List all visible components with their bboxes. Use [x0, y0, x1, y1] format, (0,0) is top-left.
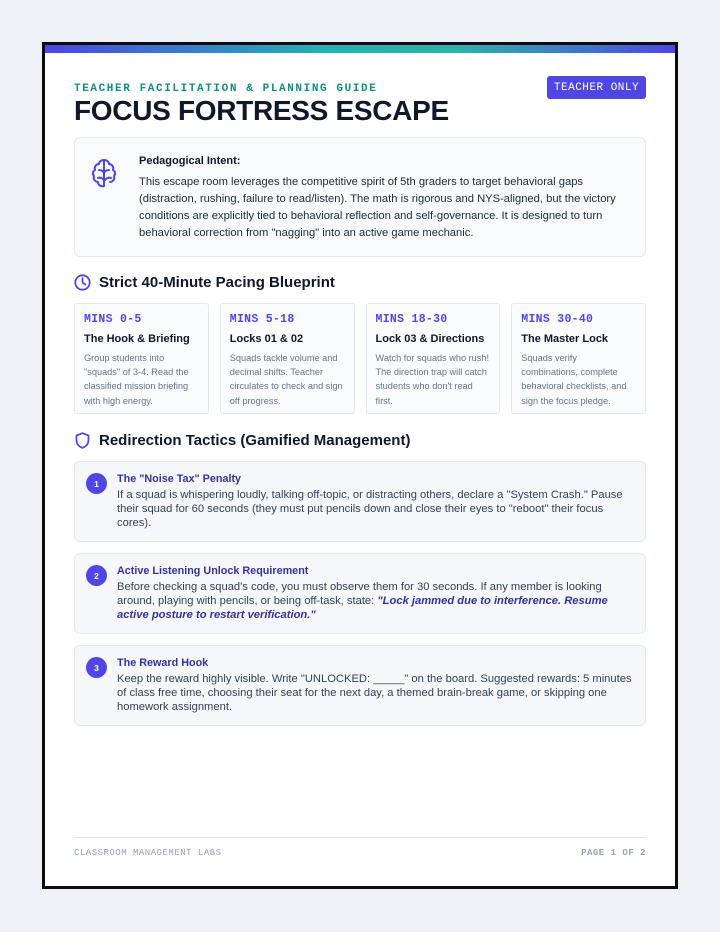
footer-divider	[74, 837, 646, 838]
guide-kicker: TEACHER FACILITATION & PLANNING GUIDE	[74, 83, 378, 95]
tactic-number: 3	[86, 657, 107, 678]
tactic-card	[74, 461, 646, 542]
brain-icon	[90, 156, 122, 192]
tactic-quote: "Lock jammed due to interference. Resume active posture to restart verification."	[117, 595, 608, 622]
tactic-body	[117, 672, 633, 715]
tactic-body	[117, 488, 633, 531]
page-title: FOCUS FORTRESS ESCAPE	[74, 95, 449, 126]
pacing-mins: MINS 5-18	[229, 313, 295, 326]
pacing-block	[366, 303, 501, 414]
tactic-title: The Reward Hook	[117, 657, 209, 669]
tactic-number: 1	[86, 473, 107, 494]
shield-icon	[74, 432, 91, 449]
page-number: PAGE 1 OF 2	[581, 848, 646, 858]
tactic-card	[74, 553, 646, 634]
tactic-title: Active Listening Unlock Requirement	[117, 565, 309, 577]
pacing-title: Lock 03 & Directions	[375, 333, 485, 345]
tactic-title: The "Noise Tax" Penalty	[117, 473, 242, 485]
gradient-top-bar	[45, 45, 675, 53]
pacing-desc: Squads tackle volume and decimal shifts. Teacher circulates to check and sign off progress.	[229, 353, 343, 406]
intent-body: This escape room leverages the competitive spirit of 5th graders to target behavioral gaps (distraction, rushing, failure to read/listen). The math is rigorous and NYS-aligned, but the victory conditions are explicitly tied to behavioral reflection and self-governance. It is designed to turn behavioral correction from "nagging" into an active game mechanic.	[139, 176, 616, 239]
intent-title: Pedagogical Intent:	[139, 155, 241, 167]
pacing-desc: Group students into "squads" of 3-4. Read the classified mission briefing with high energy.	[84, 353, 189, 406]
footer-brand: CLASSROOM MANAGEMENT LABS	[74, 848, 222, 858]
pacing-heading-label: Strict 40-Minute Pacing Blueprint	[99, 274, 335, 291]
pacing-blocks	[74, 303, 646, 414]
pacing-block	[511, 303, 646, 414]
tactic-body-text: Keep the reward highly visible. Write "UNLOCKED: _____" on the board. Suggested rewards: 5 minutes of class free time, choosing their seat for the next day, a themed brain-break game, or skipping one homework assignment.	[117, 673, 632, 714]
tactics-heading-label: Redirection Tactics (Gamified Management)	[99, 432, 411, 449]
pacing-mins: MINS 18-30	[375, 313, 448, 326]
pacing-block	[220, 303, 355, 414]
pacing-title: Locks 01 & 02	[229, 333, 304, 345]
tactic-body-text: If a squad is whispering loudly, talking off-topic, or distracting others, declare a "System Crash." Pause their squad for 60 seconds (they must put pencils down and close their eyes to "reboot" their focus cores).	[117, 489, 623, 530]
pacing-title: The Master Lock	[521, 333, 609, 345]
pacing-desc: Squads verify combinations, complete behavioral checklists, and sign the focus pledge.	[521, 353, 627, 406]
pedagogical-intent-card	[74, 137, 646, 257]
clock-icon	[74, 274, 91, 291]
tactic-body-text: Before checking a squad's code, you must observe them for 30 seconds. If any member is looking around, playing with pencils, or being off-task, state:	[117, 581, 602, 608]
pacing-desc: Watch for squads who rush! The direction trap will catch students who don't read first.	[375, 353, 490, 406]
tactics-heading	[74, 432, 410, 449]
pacing-mins: MINS 30-40	[521, 313, 594, 326]
pacing-heading	[74, 274, 335, 291]
tactic-body	[117, 580, 633, 623]
teacher-only-badge: TEACHER ONLY	[547, 76, 646, 99]
tactic-number: 2	[86, 565, 107, 586]
pacing-title: The Hook & Briefing	[84, 333, 190, 345]
pacing-mins: MINS 0-5	[84, 313, 142, 326]
pacing-block	[74, 303, 209, 414]
document-page	[42, 42, 678, 889]
tactic-card	[74, 645, 646, 726]
